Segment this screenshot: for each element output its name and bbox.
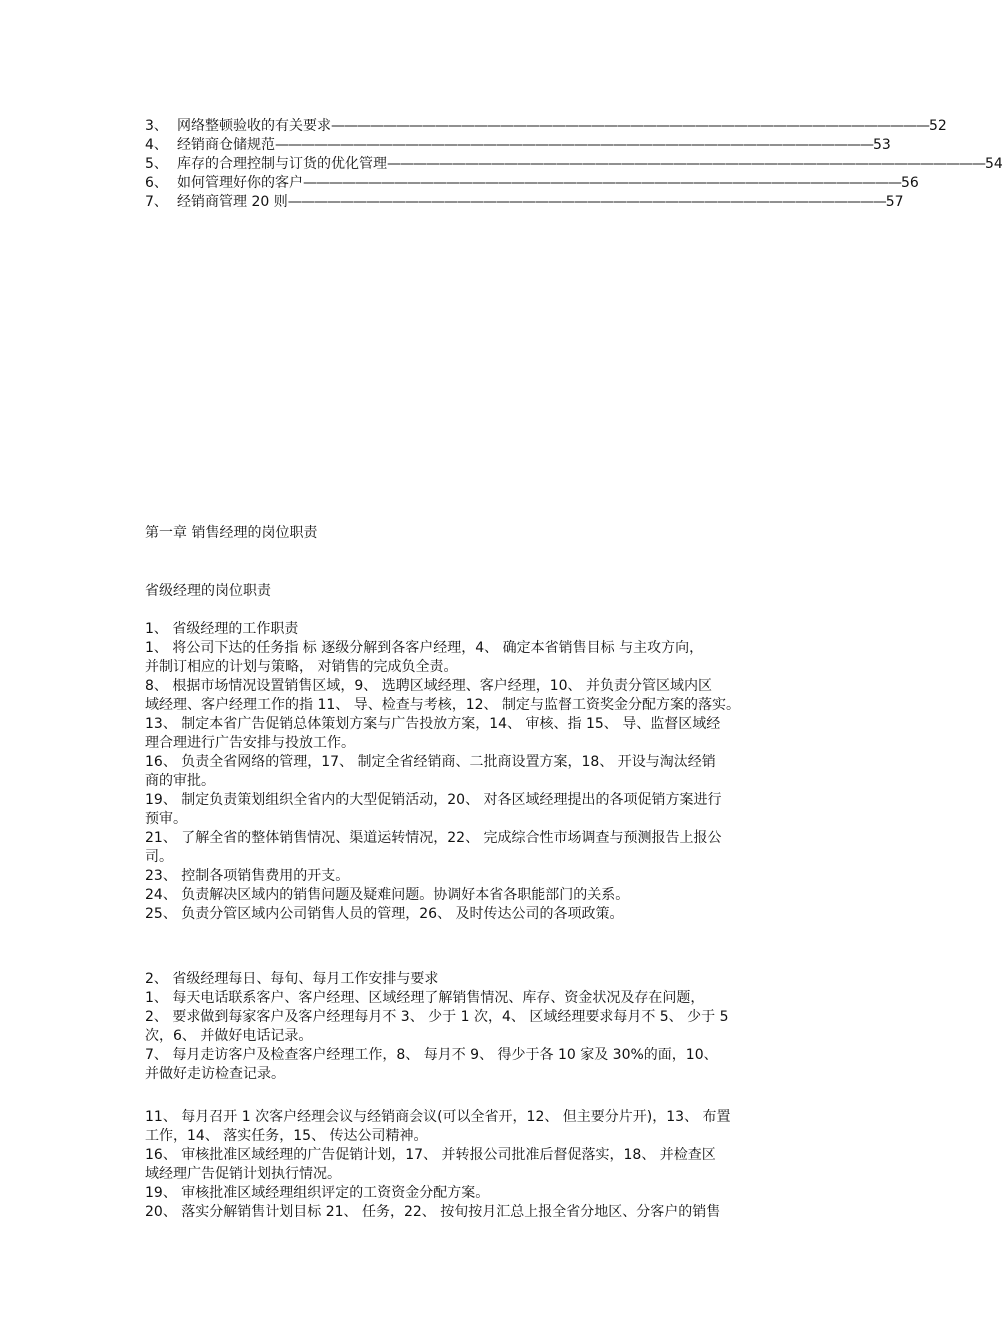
paragraph-line: 21、 了解全省的整体销售情况、渠道运转情况，22、 完成综合性市场调查与预测报告上报公	[145, 830, 722, 846]
paragraph-line: 19、 制定负责策划组织全省内的大型促销活动，20、 对各区域经理提出的各项促销方案进行	[145, 792, 722, 808]
paragraph-line: 11、 每月召开 1 次客户经理会议与经销商会议(可以全省开，12、 但主要分片开)，13、 布置	[145, 1109, 731, 1125]
subsection-heading: 1、 省级经理的工作职责	[145, 621, 299, 637]
paragraph-line: 域经理广告促销计划执行情况。	[145, 1166, 341, 1182]
toc-entry-number: 3、	[145, 118, 168, 134]
paragraph-line: 并制订相应的计划与策略， 对销售的完成负全责。	[145, 659, 458, 675]
toc-leader-line: ——————————————————————————————————————————————	[287, 194, 886, 210]
duties-section	[145, 620, 813, 924]
table-of-contents	[145, 117, 1003, 212]
paragraph-line: 25、 负责分管区域内公司销售人员的管理，26、 及时传达公司的各项政策。	[145, 906, 624, 922]
toc-entry-title: 如何管理好你的客户	[177, 175, 303, 191]
paragraph-line: 商的审批。	[145, 773, 215, 789]
toc-entry-title: 库存的合理控制与订货的优化管理	[177, 156, 387, 172]
toc-entry	[145, 155, 1003, 174]
paragraph-line: 7、 每月走访客户及检查客户经理工作，8、 每月不 9、 得少于各 10 家及 30%的面，10、	[145, 1047, 718, 1063]
toc-entry-number: 4、	[145, 137, 168, 153]
paragraph-line: 19、 审核批准区域经理组织评定的工资资金分配方案。	[145, 1185, 490, 1201]
schedule-section	[145, 970, 813, 1084]
toc-entry	[145, 136, 891, 155]
paragraph-line: 司。	[145, 849, 173, 865]
paragraph-line: 1、 每天电话联系客户、客户经理、区域经理了解销售情况、库存、资金状况及存在问题，	[145, 990, 705, 1006]
paragraph-line: 24、 负责解决区域内的销售问题及疑难问题。协调好本省各职能部门的关系。	[145, 887, 630, 903]
toc-leader-line: ——————————————————————————————————————————————	[303, 175, 901, 191]
toc-entry-number: 7、	[145, 194, 168, 210]
toc-entry	[145, 174, 919, 193]
paragraph-line: 16、 负责全省网络的管理，17、 制定全省经销商、二批商设置方案，18、 开设与淘汰经销	[145, 754, 716, 770]
subsection-heading: 2、 省级经理每日、每旬、每月工作安排与要求	[145, 971, 439, 987]
schedule-section-continued	[145, 1108, 813, 1222]
toc-entry	[145, 117, 947, 136]
toc-entry-page: 57	[885, 194, 904, 210]
paragraph-line: 8、 根据市场情况设置销售区域，9、 选聘区域经理、客户经理，10、 并负责分管区域内区	[145, 678, 712, 694]
paragraph-line: 工作，14、 落实任务，15、 传达公司精神。	[145, 1128, 428, 1144]
toc-entry-number: 6、	[145, 175, 168, 191]
toc-entry-number: 5、	[145, 156, 168, 172]
paragraph-line: 理合理进行广告安排与投放工作。	[145, 735, 355, 751]
paragraph-line: 13、 制定本省广告促销总体策划方案与广告投放方案，14、 审核、指 15、 导、监督区域经	[145, 716, 721, 732]
toc-leader-line: ——————————————————————————————————————————————	[275, 137, 873, 153]
toc-leader-line: ——————————————————————————————————————————————	[331, 118, 929, 134]
toc-entry-title: 经销商管理 20 则	[177, 194, 288, 210]
toc-entry-page: 56	[901, 175, 919, 191]
toc-leader-line: ——————————————————————————————————————————————	[387, 156, 985, 172]
toc-entry-page: 54	[985, 156, 1003, 172]
paragraph-line: 域经理、客户经理工作的指 11、 导、检查与考核，12、 制定与监督工资奖金分配方案的落实。	[145, 697, 740, 713]
paragraph-line: 23、 控制各项销售费用的开支。	[145, 868, 350, 884]
paragraph-line: 次，6、 并做好电话记录。	[145, 1028, 313, 1044]
paragraph-line: 16、 审核批准区域经理的广告促销计划，17、 并转报公司批准后督促落实，18、 并检查区	[145, 1147, 716, 1163]
toc-entry	[145, 193, 904, 212]
paragraph-line: 并做好走访检查记录。	[145, 1066, 285, 1082]
paragraph-line: 2、 要求做到每家客户及客户经理每月不 3、 少于 1 次，4、 区域经理要求每月不 5、 少于 5	[145, 1009, 729, 1025]
paragraph-line: 预审。	[145, 811, 187, 827]
toc-entry-page: 52	[929, 118, 947, 134]
chapter-title: 第一章 销售经理的岗位职责	[145, 525, 318, 541]
toc-entry-title: 网络整顿验收的有关要求	[177, 118, 331, 134]
section-title: 省级经理的岗位职责	[145, 583, 271, 599]
toc-entry-page: 53	[873, 137, 891, 153]
paragraph-line: 20、 落实分解销售计划目标 21、 任务，22、 按旬按月汇总上报全省分地区、分客户的销售	[145, 1204, 721, 1220]
paragraph-line: 1、 将公司下达的任务指 标 逐级分解到各客户经理，4、 确定本省销售目标 与主攻方向，	[145, 640, 704, 656]
toc-entry-title: 经销商仓储规范	[177, 137, 275, 153]
